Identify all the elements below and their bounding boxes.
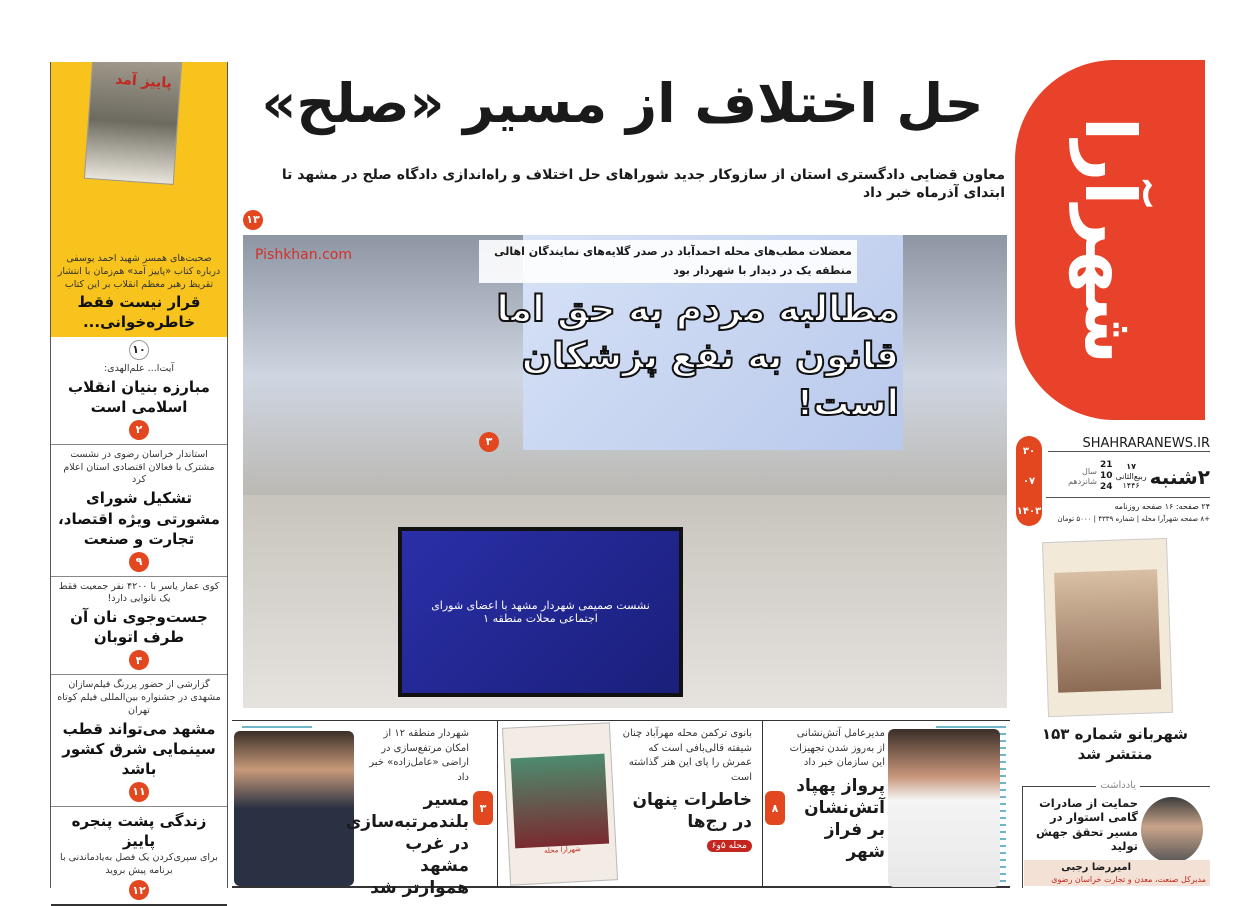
list-item[interactable] [51, 807, 227, 906]
magazine-title: شهرآرا محله [543, 844, 581, 855]
page-badge: ۱۲ [129, 880, 149, 900]
website[interactable]: SHAHRARANEWS.IR [1048, 436, 1210, 452]
main-headline[interactable]: حل اختلاف از مسیر «صلح» [261, 72, 984, 135]
item-kicker: استاندار خراسان رضوی در نشست مشترک با فعالان اقتصادی استان اعلام کرد [63, 448, 215, 486]
left-column [50, 62, 228, 897]
note-headline: حمایت از صادرات گامی استوار در مسیر تحقق جهش تولید [1035, 796, 1138, 854]
page-badge: ۳ [473, 791, 493, 825]
book-title: پاییز آمد [114, 71, 173, 92]
magazine-cover [502, 722, 618, 885]
portrait-photo [234, 731, 354, 886]
item-headline: زندگی پشت پنجره پاییز [71, 811, 207, 851]
lead-photo[interactable] [243, 235, 1007, 708]
main-subhead: معاون قضایی دادگستری استان از سازوکار جدید شوراهای حل اختلاف و راه‌اندازی دادگاه صلح در مشهد تا ابتدای آذرماه خبر داد [281, 167, 1005, 201]
price-line: +۸ صفحه شهرآرا محله | شماره ۴۳۳۹ | ۵۰۰۰ تومان [1057, 515, 1210, 523]
shahrbanoo-cover[interactable] [1042, 538, 1173, 717]
page-badge: ۴ [129, 650, 149, 670]
section-tag: محله ۵و۶ [707, 840, 752, 852]
hijri-day: ۱۷ [1126, 462, 1136, 472]
item-headline: مبارزه بنیان انقلاب اسلامی است [68, 377, 210, 417]
item-headline: تشکیل شورای مشورتی ویژه اقتصاد، تجارت و صنعت [58, 489, 220, 548]
item-kicker: برای سپری‌کردن یک فصل به‌یادماندنی با برنامه پیش بروید [60, 852, 218, 877]
bottom-story[interactable] [762, 720, 1010, 888]
page-badge: ۸ [765, 791, 785, 825]
photo-headline[interactable]: مطالبه مردم به حق اما قانون به نفع پزشکان است! [496, 289, 899, 424]
list-item[interactable] [51, 445, 227, 577]
year-value: شانزدهم [1068, 476, 1097, 486]
portrait-photo [888, 729, 1000, 887]
issue-info [1016, 436, 1210, 528]
story-headline: خاطرات پنهان در رج‌ها [632, 790, 752, 833]
book-cover [84, 62, 184, 185]
bottom-story[interactable] [497, 720, 762, 888]
feature-kicker: صحبت‌های همسر شهید احمد یوسفی درباره کتاب «پاییز آمد» هم‌زمان با انتشار تقریظ رهبر معظم انقلاب بر این کتاب [57, 253, 221, 290]
item-headline: جست‌وجوی نان آن طرف اتوبان [70, 608, 208, 647]
page-badge: ۱۱ [129, 782, 149, 802]
item-kicker: گزارشی از حضور پررنگ فیلم‌سازان مشهدی در جشنواره بین‌المللی فیلم کوتاه تهران [57, 679, 221, 716]
tv-screen [398, 527, 683, 697]
greg-day: 21 [1099, 460, 1113, 471]
opinion-box[interactable] [1022, 780, 1210, 888]
year-solar: ۱۴۰۳ [1016, 505, 1042, 517]
newspaper-logo: شهرآرا [1015, 60, 1205, 420]
month-solar: ۰۷ [1022, 475, 1036, 487]
author-photo [1141, 797, 1203, 863]
story-headline: مسیر بلندمرتبه‌سازی در غرب مشهد هموارتر شد [345, 790, 469, 899]
greg-year: 24 [1099, 481, 1113, 492]
story-kicker: بانوی ترکمن محله مهرآباد چنان شیفته قالی‌بافی است که عمرش را پای این هنر گذاشته است [622, 728, 752, 783]
author-name: امیررضا رجبی [1061, 862, 1131, 873]
hijri-year: ۱۴۴۶ [1122, 481, 1140, 491]
day-solar: ۳۰ [1022, 445, 1036, 457]
note-label: یادداشت [1096, 779, 1140, 793]
story-headline: پرواز پهپاد آتش‌نشان بر فراز شهر [796, 775, 885, 862]
feature-box[interactable] [51, 62, 227, 337]
author-title: مدیرکل صنعت، معدن و تجارت خراسان رضوی [1051, 875, 1206, 884]
photo-caption: معضلات مطب‌های محله احمدآباد در صدر گلایه‌های نمایندگان اهالی منطقه یک در دیدار با شهردار بود [479, 240, 857, 283]
cover-image [1054, 569, 1161, 693]
promo-headline[interactable]: شهربانو شماره ۱۵۳ منتشر شد [1041, 725, 1189, 764]
year-label: سال [1082, 466, 1097, 476]
hijri-month: ربیع‌الثانی [1115, 471, 1147, 481]
page-badge: ۱۳ [243, 210, 263, 230]
pages-line: ۲۴ صفحه: ۱۶ صفحه روزنامه [1114, 502, 1210, 511]
item-kicker: آیت‌ا... علم‌الهدی: [103, 363, 174, 374]
watermark: Pishkhan.com [255, 247, 352, 263]
masthead [1015, 60, 1210, 430]
story-kicker: مدیرعامل آتش‌نشانی از به‌روز شدن تجهیزات این سازمان خبر داد [789, 728, 885, 768]
list-item[interactable] [51, 359, 227, 445]
page-badge: ۱۰ [129, 340, 149, 360]
page-badge: ۹ [129, 552, 149, 572]
page-badge: ۲ [129, 420, 149, 440]
list-item[interactable] [51, 577, 227, 676]
feature-headline: قرار نیست فقط خاطره‌خوانی... [77, 292, 201, 331]
story-kicker: شهردار منطقه ۱۲ از امکان مرتفع‌سازی در اراضی «عامل‌زاده» خبر داد [369, 728, 469, 783]
item-headline: مشهد می‌تواند قطب سینمایی شرق کشور باشد [62, 719, 216, 779]
page-badge: ۳ [479, 432, 499, 452]
greg-month: 10 [1099, 471, 1113, 482]
list-item[interactable] [51, 675, 227, 807]
bottom-story[interactable] [232, 720, 497, 899]
weekday: ۲شنبه [1149, 464, 1210, 489]
tv-text: نشست صمیمی شهردار مشهد با اعضای شورای اجتماعی محلات منطقه ۱ [431, 599, 650, 625]
item-kicker: کوی عمار یاسر با ۴۲۰۰ نفر جمعیت فقط یک نانوایی دارد! [58, 580, 220, 605]
